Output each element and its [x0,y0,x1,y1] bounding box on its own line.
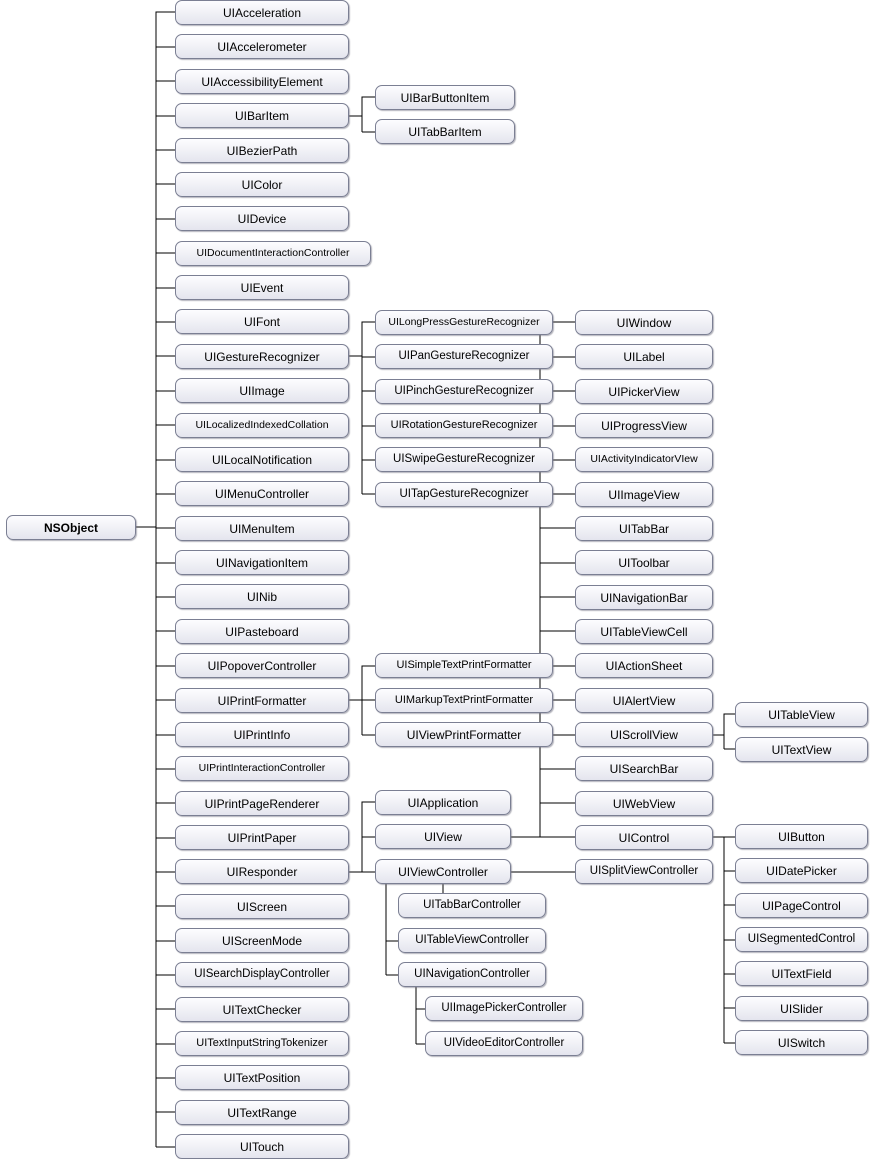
class-node-label: UIVideoEditorController [443,1036,565,1049]
class-node-uiviewprintformatter[interactable] [375,722,553,747]
class-node-label: UIWebView [612,796,676,811]
class-node-label: UIPickerView [608,384,680,399]
class-node-uiactivityindicatorview[interactable] [575,447,713,472]
class-node-uidevice[interactable] [175,206,349,231]
class-node-label: UIPinchGestureRecognizer [394,384,534,397]
class-node-label: UISplitViewController [589,864,699,877]
class-node-uiwindow[interactable] [575,310,713,335]
class-node-label: UIPasteboard [225,624,299,639]
class-node-uilocalnotification[interactable] [175,447,349,472]
class-node-label: UIImageView [608,487,680,502]
class-node-label: UIActivityIndicatorVIew [590,453,698,466]
class-node-label: UIMenuItem [229,521,295,536]
class-node-label: UITabBar [618,521,670,536]
class-node-label: UIControl [618,830,670,845]
class-node-label: UITableViewController [415,933,529,946]
class-node-label: UIAcceleration [222,5,302,20]
class-node-label: UIPrintFormatter [217,693,307,708]
class-node-uinavigationitem[interactable] [175,550,349,575]
class-node-uitextposition[interactable] [175,1065,349,1090]
class-node-label: UIMenuController [214,486,310,501]
class-node-uimenuitem[interactable] [175,516,349,541]
class-node-uipangesturerecognizer[interactable] [375,344,553,369]
class-node-label: UINib [246,589,277,604]
class-node-uitextfield[interactable] [735,961,868,986]
class-node-label: UISlider [780,1001,823,1016]
class-node-label: UIViewController [398,864,488,879]
class-node-uiresponder[interactable] [175,859,349,884]
class-node-label: UIViewPrintFormatter [406,727,522,742]
class-node-label: UIPanGestureRecognizer [398,349,530,362]
class-node-uitapgesturerecognizer[interactable] [375,482,553,507]
class-node-uilongpressgesturerecognizer[interactable] [375,310,553,335]
class-node-label: UIAlertView [612,693,676,708]
class-node-uiimageview[interactable] [575,482,713,507]
class-node-label: UIEvent [240,280,284,295]
class-node-uiactionsheet[interactable] [575,653,713,678]
class-node-uiscrollview[interactable] [575,722,713,747]
class-node-uiwebview[interactable] [575,791,713,816]
class-node-uiswipegesturerecognizer[interactable] [375,447,553,472]
class-node-uipagecontrol[interactable] [735,893,868,918]
class-node-label: UITabBarController [423,898,521,911]
class-node-label: UIScreenMode [221,933,303,948]
class-node-uinavigationcontroller[interactable] [398,962,546,987]
class-node-label: UITableViewCell [600,624,688,639]
class-node-label: UIPrintPaper [227,830,297,845]
class-node-label: UISegmentedControl [747,932,856,945]
class-node-uialertview[interactable] [575,688,713,713]
class-node-label: UITouch [239,1139,285,1154]
class-node-label: UIScreen [236,899,288,914]
class-node-uicontrol[interactable] [575,825,713,850]
class-node-label: UIView [424,829,462,844]
class-node-label: UIDatePicker [766,863,837,878]
class-node-uiprogressview[interactable] [575,413,713,438]
class-node-uinib[interactable] [175,584,349,609]
class-node-label: UILabel [623,349,665,364]
class-node-label: UIGestureRecognizer [204,349,320,364]
class-node-label: UIProgressView [601,418,687,433]
class-node-uilabel[interactable] [575,344,713,369]
class-node-uisearchdisplaycontroller[interactable] [175,962,349,987]
class-node-uiacceleration[interactable] [175,0,349,25]
class-node-uinavigationbar[interactable] [575,585,713,610]
class-node-label: UIPrintPageRenderer [204,796,320,811]
class-node-uibaritem[interactable] [175,103,349,128]
class-node-uirotationgesturerecognizer[interactable] [375,413,553,438]
class-node-label: UIColor [241,177,283,192]
class-node-label: UIApplication [407,795,479,810]
class-node-label: UINavigationBar [600,590,688,605]
class-node-label: UITextRange [227,1105,297,1120]
class-node-uipopovercontroller[interactable] [175,653,349,678]
class-node-uicolor[interactable] [175,172,349,197]
class-node-label: UINavigationItem [215,555,309,570]
class-node-uiimagepickercontroller[interactable] [425,996,583,1021]
class-node-label: UIPopoverController [207,658,317,673]
class-node-label: UISearchBar [609,761,679,776]
class-node-uisearchbar[interactable] [575,756,713,781]
class-node-uimarkuptextprintformatter[interactable] [375,688,553,713]
class-node-uifont[interactable] [175,309,349,334]
class-node-uiviewcontroller[interactable] [375,859,511,884]
class-node-uitouch[interactable] [175,1134,349,1159]
class-node-uiswitch[interactable] [735,1030,868,1055]
class-node-uitextinputstringtokenizer[interactable] [175,1031,349,1056]
class-node-label: UIImage [239,383,285,398]
class-node-label: UIFont [243,314,280,329]
class-node-uivideoeditorcontroller[interactable] [425,1031,583,1056]
class-node-uimenucontroller[interactable] [175,481,349,506]
class-node-label: UITapGestureRecognizer [399,487,529,500]
class-node-label: UIWindow [616,315,672,330]
class-node-uiprintinteractioncontroller[interactable] [175,756,349,781]
class-node-uitabbaritem[interactable] [375,119,515,144]
class-node-label: UIBarButtonItem [400,90,490,105]
class-node-uiaccelerometer[interactable] [175,34,349,59]
class-node-uisegmentedcontrol[interactable] [735,927,868,952]
class-node-uiprintinfo[interactable] [175,722,349,747]
class-node-uibutton[interactable] [735,824,868,849]
class-node-uitextchecker[interactable] [175,997,349,1022]
class-node-uitableview[interactable] [735,702,868,727]
class-node-uigesturerecognizer[interactable] [175,344,349,369]
class-node-label: UISwitch [777,1035,826,1050]
class-node-label: UITextChecker [222,1002,302,1017]
class-node-label: UILocalizedIndexedCollation [195,419,329,432]
class-node-label: UIScrollView [610,727,678,742]
class-node-label: UIBarItem [234,108,289,123]
class-node-label: UIAccessibilityElement [201,74,323,89]
class-node-uidatepicker[interactable] [735,858,868,883]
class-node-uiimage[interactable] [175,378,349,403]
class-node-label: UITabBarItem [408,124,482,139]
class-node-label: UIToolbar [618,555,670,570]
class-node-uidocumentinteractioncontroller[interactable] [175,241,371,266]
class-node-uiprintpaper[interactable] [175,825,349,850]
class-node-label: UIDocumentInteractionController [196,247,350,260]
class-node-uievent[interactable] [175,275,349,300]
class-node-uitableviewcell[interactable] [575,619,713,644]
class-node-label: UIActionSheet [605,658,683,673]
class-node-uitextview[interactable] [735,737,868,762]
class-node-uiview[interactable] [375,824,511,849]
class-node-label: UISwipeGestureRecognizer [393,452,535,465]
class-node-label: UIMarkupTextPrintFormatter [394,694,534,706]
class-node-label: UIRotationGestureRecognizer [390,419,538,431]
class-node-label: UITableView [768,707,835,722]
class-node-uipinchgesturerecognizer[interactable] [375,379,553,404]
class-node-uiprintformatter[interactable] [175,688,349,713]
class-node-uiapplication[interactable] [375,790,511,815]
class-node-uitextrange[interactable] [175,1100,349,1125]
class-node-label: UITextPosition [223,1070,301,1085]
class-node-uislider[interactable] [735,996,868,1021]
class-node-label: NSObject [43,520,98,535]
class-node-uiscreen[interactable] [175,894,349,919]
class-node-label: UILocalNotification [211,452,313,467]
class-node-label: UIPrintInfo [233,727,291,742]
class-node-label: UITextView [771,742,832,757]
class-node-uitabbar[interactable] [575,516,713,541]
class-node-label: UIAccelerometer [217,39,307,54]
class-node-label: UITextField [771,966,832,981]
class-node-uiprintpagerenderer[interactable] [175,791,349,816]
class-node-label: UISearchDisplayController [194,967,330,980]
class-node-label: UIImagePickerController [441,1001,567,1014]
class-node-label: UIResponder [226,864,298,879]
class-node-uibarbuttonitem[interactable] [375,85,515,110]
class-node-uitabbarcontroller[interactable] [398,893,546,918]
class-node-uipasteboard[interactable] [175,619,349,644]
class-node-label: UIButton [778,829,825,844]
class-node-label: UISimpleTextPrintFormatter [396,659,532,671]
class-node-label: UINavigationController [414,967,530,980]
class-node-uisimpletextprintformatter[interactable] [375,653,553,678]
class-node-uitableviewcontroller[interactable] [398,928,546,953]
class-node-label: UILongPressGestureRecognizer [388,316,540,329]
class-node-uibezierpath[interactable] [175,138,349,163]
class-node-label: UIPageControl [762,898,841,913]
class-node-label: UIPrintInteractionController [198,762,326,775]
class-node-uiscreenmode[interactable] [175,928,349,953]
class-node-nsobject[interactable] [6,515,136,540]
class-node-label: UITextInputStringTokenizer [196,1037,328,1049]
class-node-label: UIDevice [237,211,287,226]
class-node-uiaccessibilityelement[interactable] [175,69,349,94]
class-node-uilocalizedindexedcollation[interactable] [175,413,349,438]
class-node-uitoolbar[interactable] [575,550,713,575]
class-node-uipickerview[interactable] [575,379,713,404]
class-node-label: UIBezierPath [226,143,298,158]
class-node-uisplitviewcontroller[interactable] [575,859,713,884]
